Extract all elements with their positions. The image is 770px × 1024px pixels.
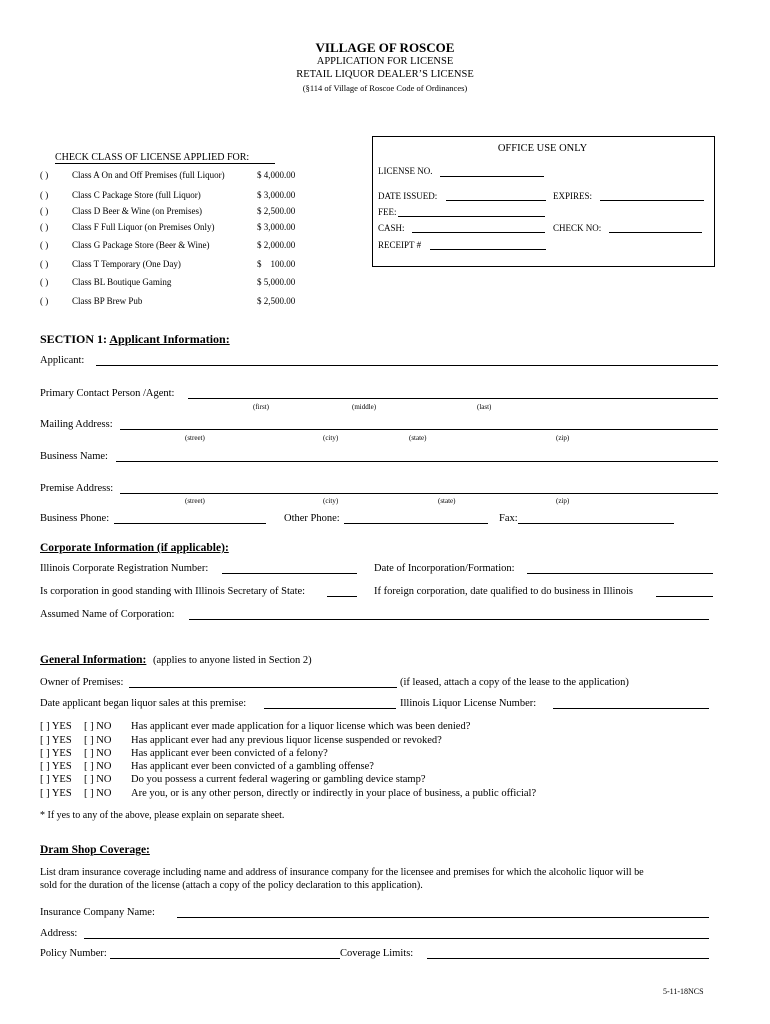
fee-label: FEE: [378,207,397,217]
form-subtitle: APPLICATION FOR LICENSE [316,56,454,67]
check-no-label: CHECK NO: [553,223,602,233]
date-issued-label: DATE ISSUED: [378,191,438,201]
middle-caption: (middle) [352,403,377,411]
yes-checkbox[interactable]: [ ] YES [40,721,72,732]
policy-number-field[interactable] [110,958,340,959]
corp-reg-field[interactable] [222,573,357,574]
fax-label: Fax: [499,513,518,524]
good-standing-label: Is corporation in good standing with Illinois Secretary of State: [40,586,306,597]
office-use-box [372,136,715,267]
mailing-label: Mailing Address: [40,419,113,430]
last-caption: (last) [477,403,492,411]
applicant-label: Applicant: [40,355,85,366]
office-use-heading: OFFICE USE ONLY [497,143,588,154]
license-class-fee: $ 2,500.00 [257,296,296,306]
contact-label: Primary Contact Person /Agent: [40,388,175,399]
good-standing-field[interactable] [327,596,357,597]
street-caption: (street) [185,434,205,442]
question-text: Has applicant ever been convicted of a gambling offense? [131,761,374,772]
fee-field[interactable] [398,216,545,217]
license-class-fee: $ 2,000.00 [257,240,296,250]
date-issued-field[interactable] [446,200,546,201]
fax-field[interactable] [518,523,674,524]
license-class-fee: $ 100.00 [257,259,296,269]
dram-paragraph-line1: List dram insurance coverage including name and address of insurance company for the licensee and premises for which the alcoholic liquor will be [40,867,644,878]
question-row [40,774,426,785]
license-class-fee: $ 4,000.00 [257,170,296,180]
no-checkbox[interactable]: [ ] NO [84,774,112,785]
owner-note: (if leased, attach a copy of the lease to the application) [400,677,629,688]
yes-checkbox[interactable]: [ ] YES [40,788,72,799]
contact-field[interactable] [188,398,718,399]
business-phone-field[interactable] [114,523,266,524]
checkbox[interactable]: ( ) [40,240,49,250]
premise-label: Premise Address: [40,483,114,494]
yes-checkbox[interactable]: [ ] YES [40,748,72,759]
license-class-bl[interactable] [40,277,296,287]
checkbox[interactable]: ( ) [40,190,49,200]
checkbox[interactable]: ( ) [40,277,49,287]
foreign-corp-field[interactable] [656,596,713,597]
license-class-fee: $ 3,000.00 [257,190,296,200]
business-name-label: Business Name: [40,451,108,462]
expires-field[interactable] [600,200,704,201]
license-class-label: Class BL Boutique Gaming [72,277,172,287]
corp-reg-label: Illinois Corporate Registration Number: [40,563,209,574]
no-checkbox[interactable]: [ ] NO [84,788,112,799]
zip-caption: (zip) [556,434,570,442]
license-class-label: Class F Full Liquor (on Premises Only) [72,222,215,232]
license-class-label: Class A On and Off Premises (full Liquor) [72,170,225,180]
form-title: VILLAGE OF ROSCOE [315,40,455,55]
license-no-field[interactable] [440,176,544,177]
license-class-bp[interactable] [40,296,296,306]
general-title: General Information: [40,654,147,666]
general-note: (applies to anyone listed in Section 2) [152,655,312,666]
date-began-field[interactable] [264,708,396,709]
zip-caption: (zip) [556,497,570,505]
section1-heading [40,332,230,347]
license-class-g[interactable] [40,240,296,250]
form-subtitle-ordinance: (§114 of Village of Roscoe Code of Ordinances) [302,83,468,93]
yes-checkbox[interactable]: [ ] YES [40,735,72,746]
cash-label: CASH: [378,223,405,233]
city-caption: (city) [323,497,339,505]
license-class-heading-underline [55,163,275,164]
city-caption: (city) [323,434,339,442]
no-checkbox[interactable]: [ ] NO [84,735,112,746]
license-class-a[interactable] [40,170,296,180]
first-caption: (first) [253,403,269,411]
question-text: Has applicant ever made application for a liquor license which was been denied? [131,721,471,732]
general-heading [40,654,312,666]
corporate-heading: Corporate Information (if applicable): [40,542,229,554]
incorporation-field[interactable] [527,573,713,574]
license-no-label: LICENSE NO. [378,166,433,176]
coverage-limits-field[interactable] [427,958,709,959]
section1-title: Applicant Information: [109,332,230,346]
question-row [40,735,442,746]
question-text: Are you, or is any other person, directly or indirectly in your place of business, a public official? [131,788,537,799]
license-class-label: Class BP Brew Pub [72,296,143,306]
license-class-label: Class T Temporary (One Day) [72,259,181,269]
license-class-fee: $ 2,500.00 [257,206,296,216]
form-code: 5-11-18NCS [663,987,704,996]
il-license-field[interactable] [553,708,709,709]
checkbox[interactable]: ( ) [40,206,49,216]
license-class-f[interactable] [40,222,296,232]
assumed-name-field[interactable] [189,619,709,620]
question-row [40,788,537,799]
license-class-t[interactable] [40,259,296,269]
incorporation-label: Date of Incorporation/Formation: [374,563,515,574]
cash-field[interactable] [412,232,545,233]
question-text: Has applicant ever been convicted of a felony? [131,748,328,759]
receipt-field[interactable] [430,249,546,250]
il-license-label: Illinois Liquor License Number: [400,698,537,709]
form-subtitle-license: RETAIL LIQUOR DEALER’S LICENSE [296,69,474,80]
license-class-label: Class D Beer & Wine (on Premises) [72,206,202,216]
owner-field[interactable] [129,687,397,688]
mailing-field[interactable] [120,429,718,430]
coverage-limits-label: Coverage Limits: [340,948,414,959]
yes-checkbox[interactable]: [ ] YES [40,761,72,772]
street-caption: (street) [185,497,205,505]
dram-paragraph-line2: sold for the duration of the license (attach a copy of the policy declaration to this application). [40,880,423,891]
question-row [40,748,328,759]
business-name-field[interactable] [116,461,718,462]
receipt-label: RECEIPT # [378,240,422,250]
question-row [40,721,471,732]
check-no-field[interactable] [609,232,702,233]
checkbox[interactable]: ( ) [40,222,49,232]
no-checkbox[interactable]: [ ] NO [84,721,112,732]
license-class-fee: $ 5,000.00 [257,277,296,287]
insurance-company-label: Insurance Company Name: [40,907,155,918]
yes-checkbox[interactable]: [ ] YES [40,774,72,785]
checkbox[interactable]: ( ) [40,259,49,269]
business-phone-label: Business Phone: [40,513,110,524]
license-class-heading: CHECK CLASS OF LICENSE APPLIED FOR: [55,152,250,163]
insurance-company-field[interactable] [177,917,709,918]
no-checkbox[interactable]: [ ] NO [84,748,112,759]
state-caption: (state) [409,434,427,442]
dram-heading: Dram Shop Coverage: [40,844,150,856]
premise-field[interactable] [120,493,718,494]
license-class-d[interactable] [40,206,296,216]
question-text: Has applicant ever had any previous liquor license suspended or revoked? [131,735,442,746]
checkbox[interactable]: ( ) [40,170,49,180]
policy-number-label: Policy Number: [40,948,107,959]
question-row [40,761,374,772]
footnote: * If yes to any of the above, please explain on separate sheet. [40,810,285,821]
no-checkbox[interactable]: [ ] NO [84,761,112,772]
other-phone-label: Other Phone: [284,513,340,524]
date-began-label: Date applicant began liquor sales at this premise: [40,698,247,709]
license-class-c[interactable] [40,190,296,200]
owner-label: Owner of Premises: [40,677,124,688]
checkbox[interactable]: ( ) [40,296,49,306]
address-field[interactable] [84,938,709,939]
license-class-label: Class C Package Store (full Liquor) [72,190,201,200]
state-caption: (state) [438,497,456,505]
license-class-label: Class G Package Store (Beer & Wine) [72,240,210,250]
foreign-corp-label: If foreign corporation, date qualified to do business in Illinois [374,586,633,597]
license-class-fee: $ 3,000.00 [257,222,296,232]
question-text: Do you possess a current federal wagering or gambling device stamp? [131,774,426,785]
applicant-field[interactable] [96,365,718,366]
section1-prefix: SECTION 1: [40,332,108,346]
expires-label: EXPIRES: [553,191,593,201]
assumed-name-label: Assumed Name of Corporation: [40,609,175,620]
address-label: Address: [40,928,78,939]
other-phone-field[interactable] [344,523,488,524]
